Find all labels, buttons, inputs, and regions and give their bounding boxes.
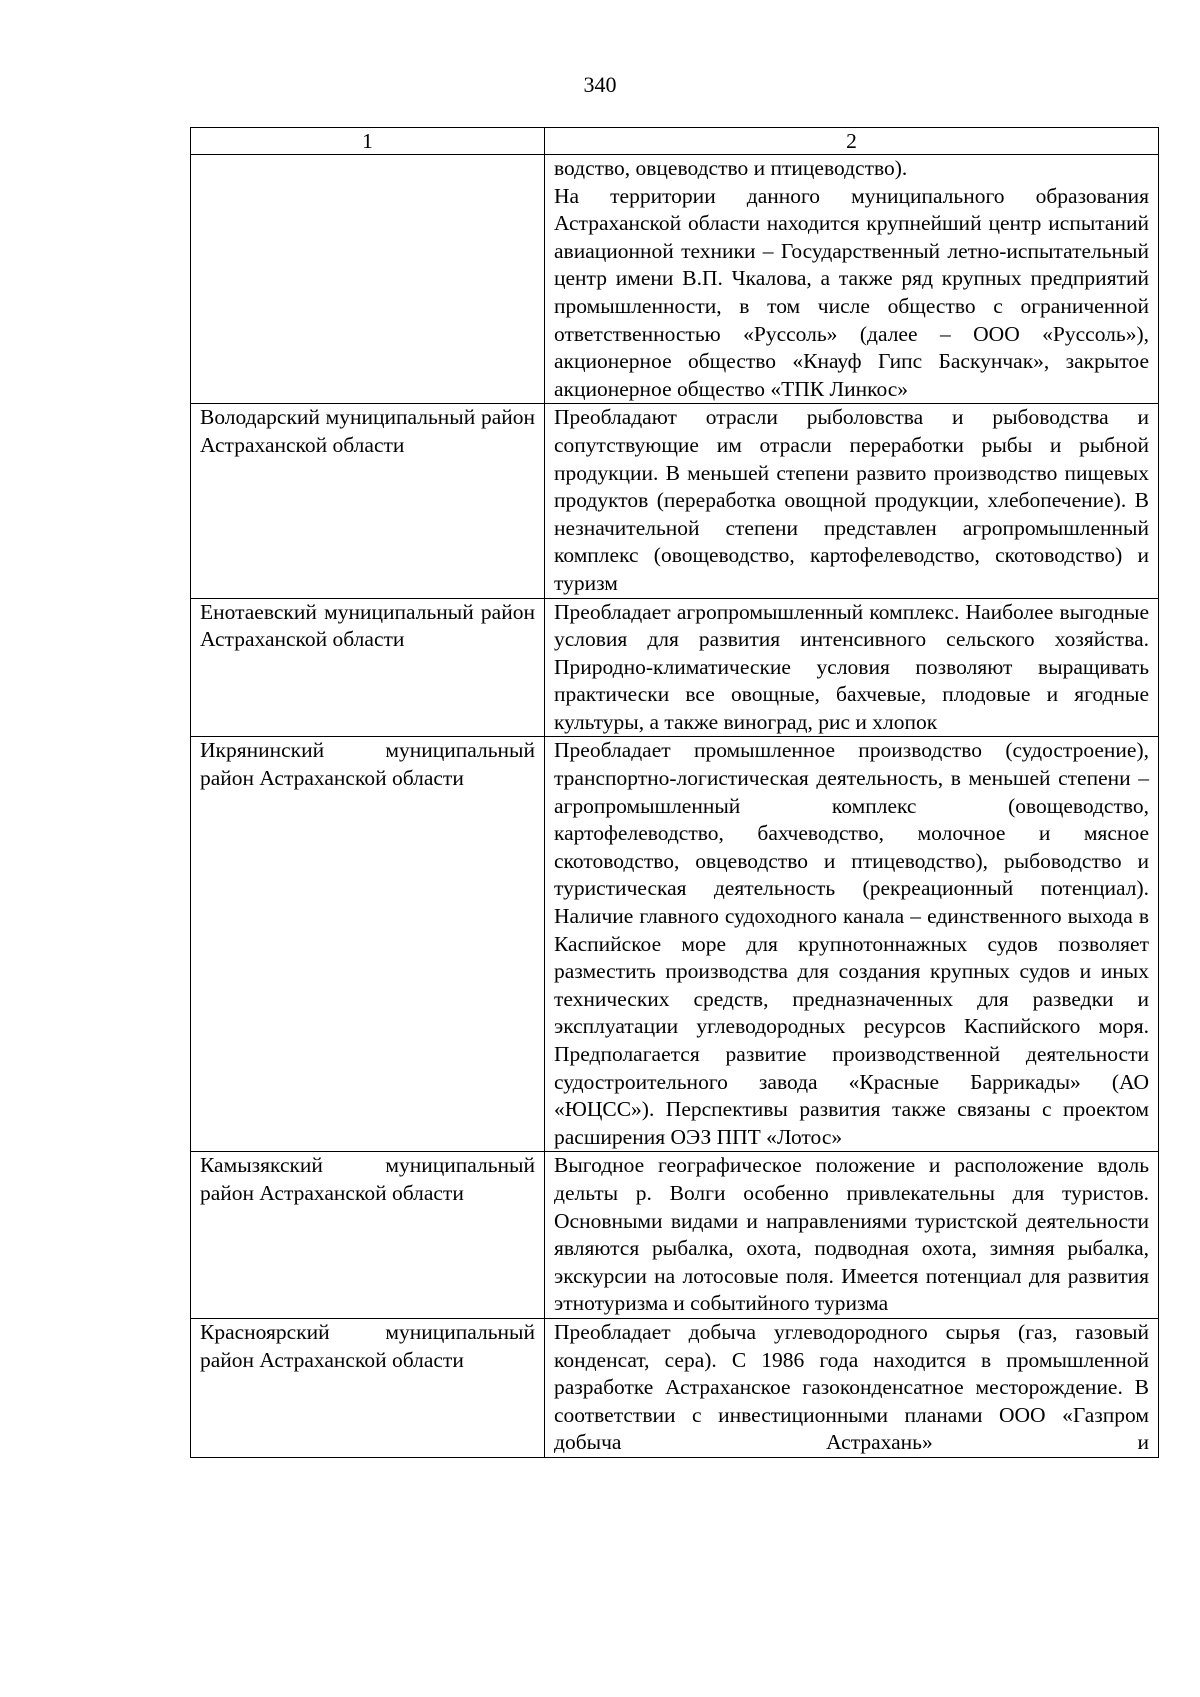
table-row (191, 1152, 1159, 1319)
column-header-2: 2 (545, 128, 1159, 155)
description-paragraph: Преобладает промышленное производство (судостроение), транспортно-логистическая деятельность, в меньшей степени – агропромышленный комплекс (овощеводство, картофелеводство, бахчеводство, молочное и мясное скотоводство, овцеводство и птицеводство), рыбоводство и туристическая деятельность (рекреационный потенциал). Наличие главного судоходного канала – единственного выхода в Каспийское море для крупнотоннажных судов позволяет разместить производства для создания крупных судов и иных технических средств, предназначенных для разведки и эксплуатации углеводородных ресурсов Каспийского моря. Предполагается развитие производственной деятельности судостроительного завода «Красные Баррикады» (АО «ЮЦСС»). Перспективы развития также связаны с проектом расширения ОЭЗ ППТ «Лотос» (554, 738, 1149, 1149)
district-name: Володарский муниципальный район Астраханской области (191, 404, 545, 598)
column-header-1: 1 (191, 128, 545, 155)
district-description (545, 1152, 1159, 1319)
district-description (545, 155, 1159, 404)
districts-table (190, 127, 1159, 1458)
description-paragraph: Преобладает добыча углеводородного сырья (газ, газовый конденсат, сера). С 1986 года находится в промышленной разработке Астраханское газоконденсатное месторождение. В соответствии с инвестиционными планами ООО «Газпром добыча Астрахань» и (554, 1319, 1149, 1455)
description-paragraph: На территории данного муниципального образования Астраханской области находится крупнейший центр испытаний авиационной техники – Государственный летно-испытательный центр имени В.П. Чкалова, а также ряд крупных предприятий промышленности, в том числе общество с ограниченной ответственностью «Руссоль» (далее – ООО «Руссоль»), акционерное общество «Кнауф Гипс Баскунчак», закрытое акционерное общество «ТПК Линкос» (554, 183, 1149, 401)
district-description (545, 737, 1159, 1152)
description-paragraph: Преобладает агропромышленный комплекс. Наиболее выгодные условия для развития интенсивного сельского хозяйства. Природно-климатические условия позволяют выращивать практически все овощные, бахчевые, плодовые и ягодные культуры, а также виноград, рис и хлопок (554, 599, 1149, 734)
table-header-row (191, 128, 1159, 155)
page-number: 340 (583, 72, 617, 97)
district-name: Камызякский муниципальный район Астраханской области (191, 1152, 545, 1319)
table-row (191, 155, 1159, 404)
district-name: Красноярский муниципальный район Астраханской области (191, 1318, 545, 1457)
district-description (545, 1318, 1159, 1457)
table-row (191, 737, 1159, 1152)
table-row (191, 404, 1159, 598)
district-description (545, 404, 1159, 598)
district-name (191, 155, 545, 404)
district-name: Енотаевский муниципальный район Астраханской области (191, 598, 545, 737)
table-row (191, 1318, 1159, 1457)
district-name: Икрянинский муниципальный район Астраханской области (191, 737, 545, 1152)
table-row (191, 598, 1159, 737)
description-paragraph: Выгодное географическое положение и расположение вдоль дельты р. Волги особенно привлекательны для туристов. Основными видами и направлениями туристской деятельности являются рыбалка, охота, подводная охота, зимняя рыбалка, экскурсии на лотосовые поля. Имеется потенциал для развития этнотуризма и событийного туризма (554, 1153, 1149, 1316)
description-paragraph: Преобладают отрасли рыболовства и рыбоводства и сопутствующие им отрасли переработки рыбы и рыбной продукции. В меньшей степени развито производство пищевых продуктов (переработка овощной продукции, хлебопечение). В незначительной степени представлен агропромышленный комплекс (овощеводство, картофелеводство, скотоводство) и туризм (554, 405, 1149, 595)
district-description (545, 598, 1159, 737)
description-paragraph: водство, овцеводство и птицеводство). (554, 156, 908, 180)
